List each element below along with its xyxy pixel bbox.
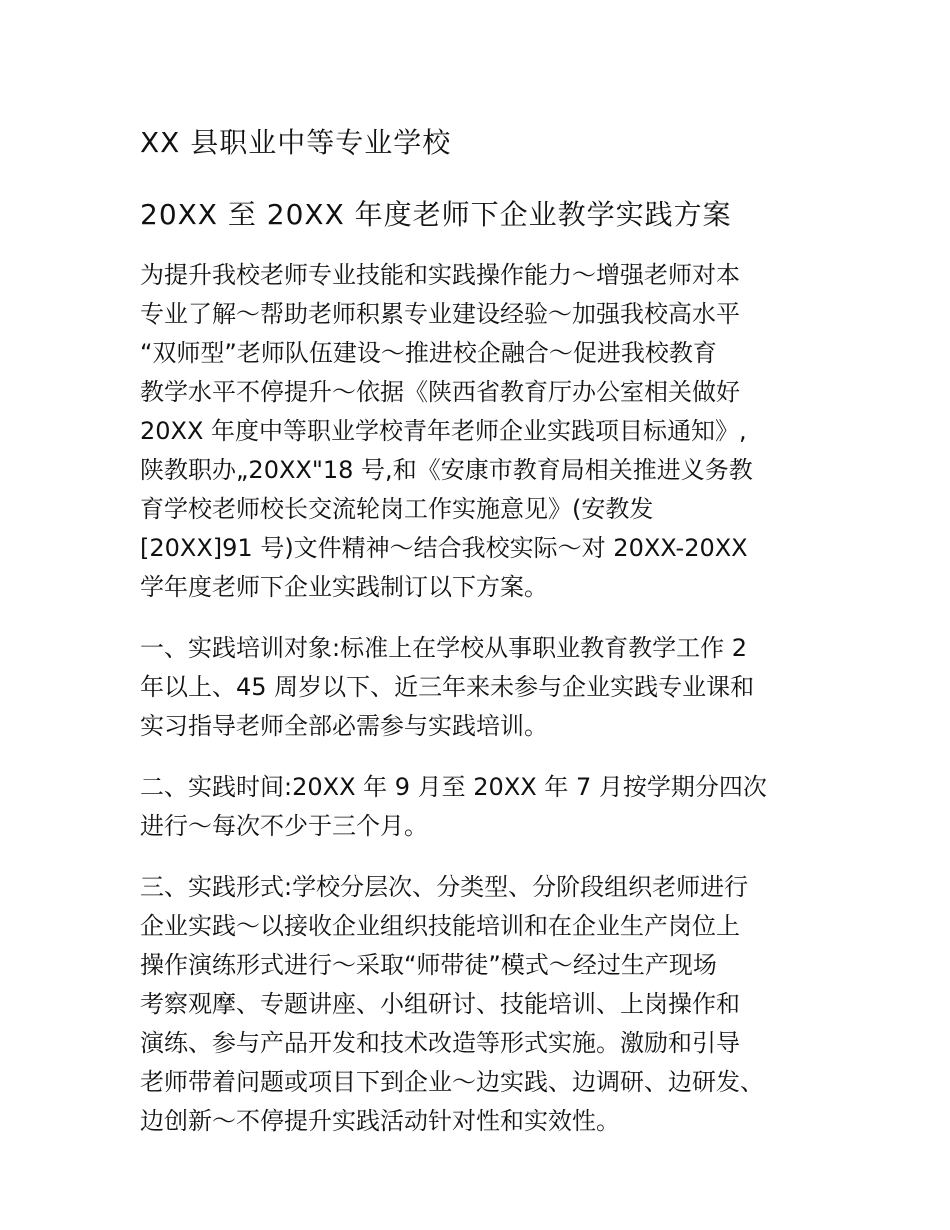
section-3-line: 老师带着问题或项目下到企业～边实践、边调研、边研发、 — [140, 1068, 764, 1096]
intro-paragraph — [140, 256, 812, 607]
intro-line: 陕教职办„20XX"18 号,和《安康市教育局相关推进义务教 — [140, 456, 753, 484]
section-1-participants — [140, 629, 812, 746]
section-3-format — [140, 868, 812, 1141]
section-1-line: 年以上、45 周岁以下、近三年来未参与企业实践专业课和 — [140, 673, 755, 701]
intro-line: [20XX]91 号)文件精神～结合我校实际～对 20XX-20XX — [140, 534, 748, 562]
section-3-line: 操作演练形式进行～采取“师带徒”模式～经过生产现场 — [140, 951, 717, 979]
section-3-line: 三、实践形式:学校分层次、分类型、分阶段组织老师进行 — [140, 873, 749, 901]
intro-line: 为提升我校老师专业技能和实践操作能力～增强老师对本 — [140, 261, 740, 289]
intro-line: 育学校老师校长交流轮岗工作实施意见》(安教发 — [140, 495, 654, 523]
section-3-line: 边创新～不停提升实践活动针对性和实效性。 — [140, 1107, 620, 1135]
section-2-time — [140, 768, 812, 846]
section-2-line: 进行～每次不少于三个月。 — [140, 812, 428, 840]
intro-line: 专业了解～帮助老师积累专业建设经验～加强我校高水平 — [140, 300, 740, 328]
section-3-line: 企业实践～以接收企业组织技能培训和在企业生产岗位上 — [140, 912, 740, 940]
intro-line: 学年度老师下企业实践制订以下方案。 — [140, 573, 548, 601]
section-1-line: 实习指导老师全部必需参与实践培训。 — [140, 712, 548, 740]
section-2-line: 二、实践时间:20XX 年 9 月至 20XX 年 7 月按学期分四次 — [140, 773, 767, 801]
section-1-line: 一、实践培训对象:标准上在学校从事职业教育教学工作 2 — [140, 634, 747, 662]
section-3-line: 演练、参与产品开发和技术改造等形式实施。激励和引导 — [140, 1029, 740, 1057]
document-body — [140, 118, 812, 1141]
section-3-line: 考察观摩、专题讲座、小组研讨、技能培训、上岗操作和 — [140, 990, 740, 1018]
intro-line: 20XX 年度中等职业学校青年老师企业实践项目标通知》, — [140, 417, 747, 445]
plan-title: 20XX 至 20XX 年度老师下企业教学实践方案 — [140, 198, 732, 231]
intro-line: “双师型”老师队伍建设～推进校企融合～促进我校教育 — [140, 339, 717, 367]
school-name-title: XX 县职业中等专业学校 — [140, 126, 452, 159]
intro-line: 教学水平不停提升～依据《陕西省教育厅办公室相关做好 — [140, 378, 740, 406]
